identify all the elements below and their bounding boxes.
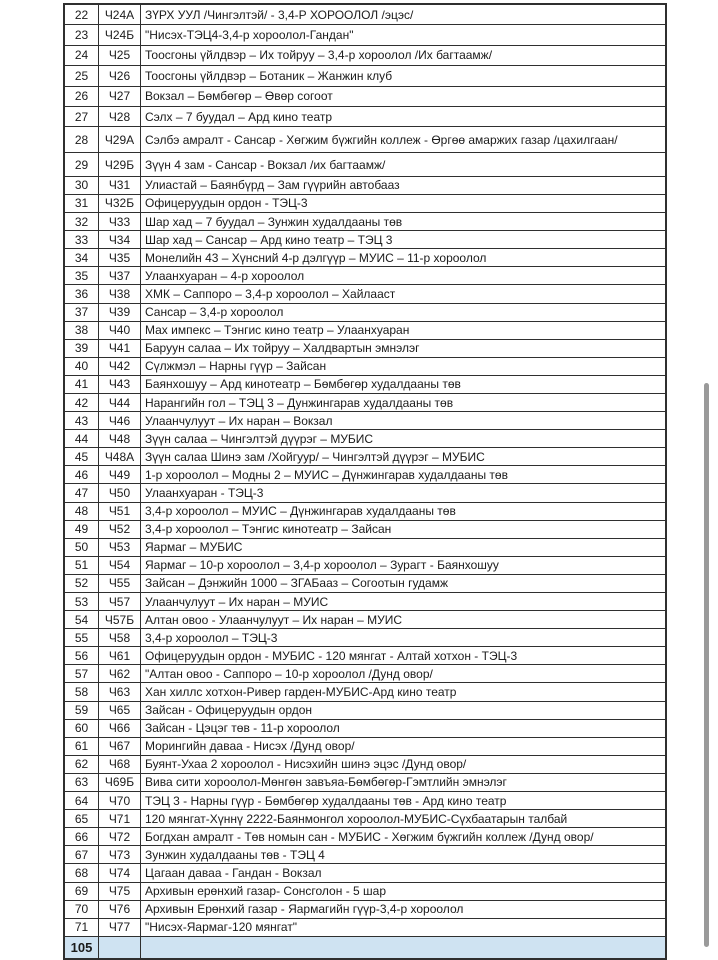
route-code-cell: Ч71 xyxy=(99,810,141,827)
table-row xyxy=(65,683,665,701)
route-code-cell: Ч54 xyxy=(99,557,141,574)
table-row xyxy=(65,466,665,484)
table-row xyxy=(65,127,665,153)
row-number-cell: 43 xyxy=(65,412,99,429)
route-code-cell: Ч57Б xyxy=(99,611,141,628)
route-description-cell: Офицеруудын ордон - ТЭЦ-3 xyxy=(145,196,308,211)
route-code-cell: Ч57 xyxy=(99,593,141,610)
route-description-cell: Яармаг – МУБИС xyxy=(145,540,243,555)
route-description-cell: Зүүн салаа Шинэ зам /Хойгуур/ – Чингэлтэй дүүрэг – МУБИС xyxy=(145,449,485,464)
route-description-cell: 3,4-р хороолол – Тэнгис кинотеатр – Зайсан xyxy=(145,522,392,537)
route-code-cell: Ч41 xyxy=(99,340,141,357)
row-number-cell: 23 xyxy=(65,25,99,44)
table-row xyxy=(65,376,665,394)
route-description-cell: Вокзал – Бөмбөгөр – Өвөр согоот xyxy=(145,89,333,104)
row-number-cell: 54 xyxy=(65,611,99,628)
route-description-cell: Мах импекс – Тэнгис кино театр – Улаанхуаран xyxy=(145,323,410,338)
route-description-cell: "Алтан овоо - Саппоро – 10-р хороолол /Дунд овор/ xyxy=(145,666,433,681)
route-code-cell: Ч70 xyxy=(99,792,141,809)
route-description-cell: Шар хад – Сансар – Ард кино театр – ТЭЦ 3 xyxy=(145,232,393,247)
route-code-cell xyxy=(99,937,141,958)
row-number-cell: 63 xyxy=(65,774,99,791)
row-number-cell: 56 xyxy=(65,647,99,664)
route-description-cell: Богдхан амралт - Төв номын сан - МУБИС - Хөгжим бүжгийн коллеж /Дунд овор/ xyxy=(145,829,594,844)
row-number-cell: 70 xyxy=(65,901,99,918)
row-number-cell: 22 xyxy=(65,5,99,24)
row-number-cell: 59 xyxy=(65,702,99,719)
route-description-cell xyxy=(141,937,665,958)
row-number-cell: 67 xyxy=(65,846,99,863)
route-code-cell: Ч26 xyxy=(99,66,141,85)
row-number-cell: 35 xyxy=(65,267,99,284)
route-code-cell: Ч72 xyxy=(99,828,141,845)
route-code-cell: Ч69Б xyxy=(99,774,141,791)
route-code-cell: Ч65 xyxy=(99,702,141,719)
table-row xyxy=(65,901,665,919)
route-code-cell: Ч74 xyxy=(99,864,141,881)
table-row xyxy=(65,883,665,901)
table-row xyxy=(65,285,665,303)
route-description-cell: Монелийн 43 – Хүнсний 4-р дэлгүүр – МУИС – 11-р хороолол xyxy=(145,250,487,265)
table-row xyxy=(65,394,665,412)
route-code-cell: Ч29А xyxy=(99,127,141,152)
row-number-cell: 28 xyxy=(65,127,99,152)
row-number-cell: 37 xyxy=(65,304,99,321)
row-number-cell: 46 xyxy=(65,466,99,483)
row-number-cell: 71 xyxy=(65,919,99,936)
route-code-cell: Ч66 xyxy=(99,720,141,737)
table-row xyxy=(65,846,665,864)
route-code-cell: Ч28 xyxy=(99,107,141,126)
route-code-cell: Ч67 xyxy=(99,738,141,755)
row-number-cell: 44 xyxy=(65,430,99,447)
route-description-cell: Зайсан – Дэнжийн 1000 – ЗГАБааз – Согоотын гудамж xyxy=(145,576,449,591)
route-description-cell: Баруун салаа – Их тойруу – Халдвартын эмнэлэг xyxy=(145,341,420,356)
route-code-cell: Ч73 xyxy=(99,846,141,863)
route-code-cell: Ч31 xyxy=(99,177,141,194)
route-code-cell: Ч58 xyxy=(99,629,141,646)
table-row xyxy=(65,358,665,376)
route-description-cell: Сүлжмэл – Нарны гүүр – Зайсан xyxy=(145,359,327,374)
row-number-cell: 50 xyxy=(65,539,99,556)
route-description-cell: "Нисэх-ТЭЦ4-3,4-р хороолол-Гандан" xyxy=(145,28,354,43)
table-row xyxy=(65,521,665,539)
route-code-cell: Ч63 xyxy=(99,683,141,700)
table-row xyxy=(65,412,665,430)
table-row xyxy=(65,864,665,882)
table-row xyxy=(65,720,665,738)
route-code-cell: Ч37 xyxy=(99,267,141,284)
route-description-cell: Архивын Ерөнхий газар - Яармагийн гүүр-3,4-р хороолол xyxy=(145,902,464,917)
route-code-cell: Ч44 xyxy=(99,394,141,411)
table-row xyxy=(65,430,665,448)
row-number-cell: 32 xyxy=(65,213,99,230)
row-number-cell: 26 xyxy=(65,87,99,106)
route-code-cell: Ч53 xyxy=(99,539,141,556)
vertical-scrollbar-thumb[interactable] xyxy=(704,383,709,947)
table-row xyxy=(65,593,665,611)
route-description-cell: 3,4-р хороолол – ТЭЦ-3 xyxy=(145,630,278,645)
row-number-cell: 65 xyxy=(65,810,99,827)
row-number-cell: 24 xyxy=(65,46,99,65)
bus-route-table xyxy=(63,3,667,960)
route-description-cell: Улаанчулуут – Их наран – Вокзал xyxy=(145,413,333,428)
route-code-cell: Ч24А xyxy=(99,5,141,24)
table-row xyxy=(65,195,665,213)
row-number-cell: 41 xyxy=(65,376,99,393)
table-row xyxy=(65,25,665,45)
table-row xyxy=(65,5,665,25)
route-description-cell: Буянт-Ухаа 2 хороолол - Нисэхийн шинэ эцэс /Дунд овор/ xyxy=(145,757,467,772)
row-number-cell: 52 xyxy=(65,575,99,592)
table-row xyxy=(65,919,665,937)
table-row xyxy=(65,231,665,249)
table-row xyxy=(65,629,665,647)
route-code-cell: Ч38 xyxy=(99,285,141,302)
row-number-cell: 31 xyxy=(65,195,99,212)
row-number-cell: 36 xyxy=(65,285,99,302)
route-code-cell: Ч27 xyxy=(99,87,141,106)
table-row xyxy=(65,503,665,521)
route-description-cell: ТЭЦ 3 - Нарны гүүр - Бөмбөгөр худалдааны төв - Ард кино театр xyxy=(145,793,507,808)
row-number-cell: 61 xyxy=(65,738,99,755)
route-description-cell: Улаанчулуут – Их наран – МУИС xyxy=(145,594,329,609)
table-row xyxy=(65,213,665,231)
route-description-cell: Алтан овоо - Улаанчулуут – Их наран – МУИС xyxy=(145,612,403,627)
table-row xyxy=(65,792,665,810)
table-row xyxy=(65,177,665,195)
route-code-cell: Ч68 xyxy=(99,756,141,773)
table-row xyxy=(65,810,665,828)
row-number-cell: 64 xyxy=(65,792,99,809)
route-description-cell: Зүүн 4 зам - Сансар - Вокзал /их багтаамж/ xyxy=(145,157,386,172)
route-code-cell: Ч48 xyxy=(99,430,141,447)
table-row xyxy=(65,66,665,86)
route-description-cell: 3,4-р хороолол – МУИС – Дүнжингарав худалдааны төв xyxy=(145,504,456,519)
route-code-cell: Ч35 xyxy=(99,249,141,266)
row-number-cell: 30 xyxy=(65,177,99,194)
table-row xyxy=(65,267,665,285)
route-code-cell: Ч61 xyxy=(99,647,141,664)
table-row xyxy=(65,774,665,792)
route-description-cell: Улиастай – Баянбүрд – Зам гүүрийн автобааз xyxy=(145,178,400,193)
row-number-cell: 39 xyxy=(65,340,99,357)
route-description-cell: Улаанхуаран - ТЭЦ-3 xyxy=(145,485,264,500)
route-description-cell: Цагаан даваа - Гандан - Вокзал xyxy=(145,865,322,880)
route-description-cell: 1-р хороолол – Модны 2 – МУИС – Дүнжингарав худалдааны төв xyxy=(145,467,508,482)
row-number-cell: 51 xyxy=(65,557,99,574)
route-code-cell: Ч42 xyxy=(99,358,141,375)
table-row xyxy=(65,828,665,846)
row-number-cell: 105 xyxy=(65,937,99,958)
table-row xyxy=(65,448,665,466)
route-description-cell: Сэлбэ амралт - Сансар - Хөгжим бүжгийн коллеж - Өргөө амаржих газар /цахилгаан/ xyxy=(145,132,618,147)
route-description-cell: Вива сити хороолол-Мөнгөн завъяа-Бөмбөгөр-Гэмтлийн эмнэлэг xyxy=(145,775,507,790)
route-description-cell: Тоосгоны үйлдвэр – Ботаник – Жанжин клуб xyxy=(145,68,393,83)
route-description-cell: Сансар – 3,4-р хороолол xyxy=(145,305,284,320)
route-description-cell: Сэлх – 7 буудал – Ард кино театр xyxy=(145,109,333,124)
row-number-cell: 42 xyxy=(65,394,99,411)
route-code-cell: Ч62 xyxy=(99,665,141,682)
route-code-cell: Ч48А xyxy=(99,448,141,465)
route-code-cell: Ч77 xyxy=(99,919,141,936)
row-number-cell: 27 xyxy=(65,107,99,126)
row-number-cell: 55 xyxy=(65,629,99,646)
route-code-cell: Ч76 xyxy=(99,901,141,918)
route-description-cell: Зайсан - Офицеруудын ордон xyxy=(145,703,313,718)
table-row xyxy=(65,738,665,756)
route-description-cell: Зунжин худалдааны төв - ТЭЦ 4 xyxy=(145,847,325,862)
table-row xyxy=(65,702,665,720)
table-row xyxy=(65,46,665,66)
row-number-cell: 45 xyxy=(65,448,99,465)
row-number-cell: 62 xyxy=(65,756,99,773)
row-number-cell: 53 xyxy=(65,593,99,610)
row-number-cell: 58 xyxy=(65,683,99,700)
table-row xyxy=(65,539,665,557)
table-row xyxy=(65,322,665,340)
table-row xyxy=(65,575,665,593)
table-row xyxy=(65,107,665,127)
route-code-cell: Ч43 xyxy=(99,376,141,393)
route-description-cell: Зүүн салаа – Чингэлтэй дүүрэг – МУБИС xyxy=(145,431,374,446)
route-code-cell: Ч33 xyxy=(99,213,141,230)
route-code-cell: Ч52 xyxy=(99,521,141,538)
row-number-cell: 40 xyxy=(65,358,99,375)
row-number-cell: 47 xyxy=(65,484,99,501)
route-description-cell: Шар хад – 7 буудал – Зунжин худалдааны төв xyxy=(145,214,403,229)
route-code-cell: Ч50 xyxy=(99,484,141,501)
route-code-cell: Ч24Б xyxy=(99,25,141,44)
route-code-cell: Ч55 xyxy=(99,575,141,592)
route-description-cell: Морингийн даваа - Нисэх /Дунд овор/ xyxy=(145,739,355,754)
table-row xyxy=(65,756,665,774)
row-number-cell: 33 xyxy=(65,231,99,248)
table-row xyxy=(65,665,665,683)
route-description-cell: Хан хиллс хотхон-Ривер гарден-МУБИС-Ард кино театр xyxy=(145,685,457,700)
route-description-cell: Зайсан - Цэцэг төв - 11-р хороолол xyxy=(145,721,340,736)
route-description-cell: Нарангийн гол – ТЭЦ 3 – Дунжингарав худалдааны төв xyxy=(145,395,454,410)
row-number-cell: 34 xyxy=(65,249,99,266)
table-row xyxy=(65,340,665,358)
route-code-cell: Ч46 xyxy=(99,412,141,429)
table-row xyxy=(65,249,665,267)
route-code-cell: Ч34 xyxy=(99,231,141,248)
table-row xyxy=(65,937,665,958)
row-number-cell: 57 xyxy=(65,665,99,682)
row-number-cell: 68 xyxy=(65,864,99,881)
route-code-cell: Ч49 xyxy=(99,466,141,483)
route-description-cell: Офицеруудын ордон - МУБИС - 120 мянгат - Алтай хотхон - ТЭЦ-3 xyxy=(145,648,518,663)
table-row xyxy=(65,484,665,502)
table-row xyxy=(65,647,665,665)
row-number-cell: 69 xyxy=(65,883,99,900)
route-code-cell: Ч51 xyxy=(99,503,141,520)
table-row xyxy=(65,611,665,629)
table-row xyxy=(65,87,665,107)
route-description-cell: Архивын ерөнхий газар- Сонсголон - 5 шар xyxy=(145,884,387,899)
route-code-cell: Ч32Б xyxy=(99,195,141,212)
row-number-cell: 49 xyxy=(65,521,99,538)
route-description-cell: Баянхошуу – Ард кинотеатр – Бөмбөгөр худалдааны төв xyxy=(145,377,461,392)
table-row xyxy=(65,557,665,575)
row-number-cell: 48 xyxy=(65,503,99,520)
route-description-cell: Улаанхуаран – 4-р хороолол xyxy=(145,268,305,283)
row-number-cell: 66 xyxy=(65,828,99,845)
route-description-cell: Тоосгоны үйлдвэр – Их тойруу – 3,4-р хороолол /Их багтаамж/ xyxy=(145,48,493,63)
route-code-cell: Ч40 xyxy=(99,322,141,339)
route-description-cell: "Нисэх-Яармаг-120 мянгат" xyxy=(145,920,298,935)
row-number-cell: 29 xyxy=(65,153,99,176)
route-code-cell: Ч39 xyxy=(99,304,141,321)
table-row xyxy=(65,153,665,177)
route-description-cell: ХМК – Саппоро – 3,4-р хороолол – Хайлааст xyxy=(145,286,396,301)
route-description-cell: 120 мянгат-Хүннү 2222-Баянмонгол хороолол-МУБИС-Сүхбаатарын талбай xyxy=(145,811,568,826)
route-code-cell: Ч29Б xyxy=(99,153,141,176)
row-number-cell: 38 xyxy=(65,322,99,339)
table-row xyxy=(65,304,665,322)
route-code-cell: Ч25 xyxy=(99,46,141,65)
route-description-cell: ЗҮРХ УУЛ /Чингэлтэй/ - 3,4-Р ХОРООЛОЛ /эцэс/ xyxy=(145,7,414,22)
row-number-cell: 25 xyxy=(65,66,99,85)
row-number-cell: 60 xyxy=(65,720,99,737)
route-code-cell: Ч75 xyxy=(99,883,141,900)
route-description-cell: Яармаг – 10-р хороолол – 3,4-р хороолол – Зурагт - Баянхошуу xyxy=(145,558,499,573)
